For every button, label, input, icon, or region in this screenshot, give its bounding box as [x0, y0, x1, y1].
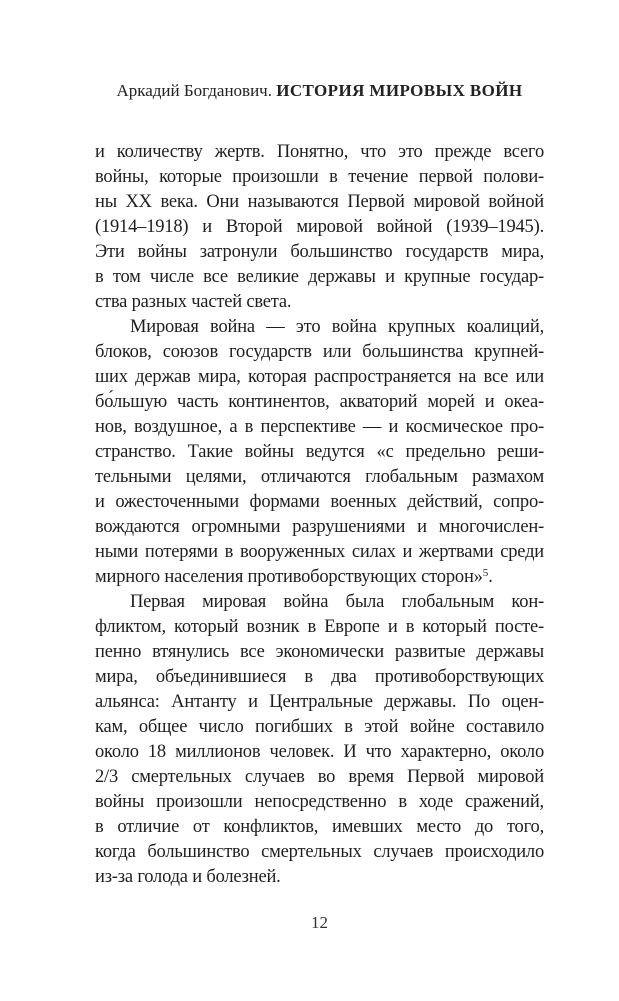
text-line: в том числе все великие державы и крупные государ- [95, 267, 544, 287]
running-header [95, 80, 544, 101]
text-line: пенно втянулись все экономически развитые державы [95, 642, 544, 662]
text-line: тельными целями, отличаются глобальным размахом [95, 467, 544, 487]
page-number: 12 [311, 913, 328, 932]
text-line: нов, воздушное, а в перспективе — и космическое про- [95, 417, 544, 437]
text-line: кам, общее число погибших в этой войне составило [95, 717, 544, 737]
text-line: Первая мировая война была глобальным кон- [130, 592, 544, 612]
header-book-title: ИСТОРИЯ МИРОВЫХ ВОЙН [276, 81, 523, 100]
text-line: блоков, союзов государств или большинства крупней- [95, 342, 544, 362]
header-author: Аркадий Богданович. [116, 81, 272, 100]
text-line: альянса: Антанту и Центральные державы. По оцен- [95, 692, 544, 712]
text-line: Эти войны затронули большинство государств мира, [95, 242, 544, 262]
text-line: ными потерями в вооруженных силах и жертвами среди [95, 542, 544, 562]
text-line-with-footnote [95, 565, 544, 590]
text-line: странство. Такие войны ведутся «с предельно реши- [95, 442, 544, 462]
text-line-fragment: мирного населения противоборствующих сторон» [95, 567, 483, 587]
text-line: войны произошли непосредственно в ходе сражений, [95, 792, 544, 812]
text-line: и ожесточенными формами военных действий, сопро- [95, 492, 544, 512]
text-line: ны XX века. Они называются Первой мировой войной [95, 192, 544, 212]
text-line: мира, объединившиеся в два противоборствующих [95, 667, 544, 687]
text-line: и количеству жертв. Понятно, что это прежде всего [95, 142, 544, 162]
text-line: когда большинство смертельных случаев происходило [95, 842, 544, 862]
text-line: войны, которые произошли в течение первой полови- [95, 167, 544, 187]
text-line: ших держав мира, которая распространяется на все или [95, 367, 544, 387]
text-line-fragment: . [488, 567, 493, 587]
text-line: около 18 миллионов человек. И что характерно, около [95, 742, 544, 762]
text-line: фликтом, который возник в Европе и в который посте- [95, 617, 544, 637]
text-line: Мировая война — это война крупных коалиций, [130, 317, 544, 337]
text-line: в отличие от конфликтов, имевших место до того, [95, 817, 544, 837]
text-line: из-за голода и болезней. [95, 867, 281, 887]
body-text [95, 140, 544, 890]
footnote-marker: 5 [482, 567, 489, 579]
text-line: вождаются огромными разрушениями и многочислен- [95, 517, 544, 537]
text-line: 2/3 смертельных случаев во время Первой мировой [95, 767, 544, 787]
text-line: бо́льшую часть континентов, акваторий морей и океа- [95, 392, 544, 412]
text-line: ства разных частей света. [95, 292, 292, 312]
text-line: (1914–1918) и Второй мировой войной (1939–1945). [95, 217, 544, 237]
